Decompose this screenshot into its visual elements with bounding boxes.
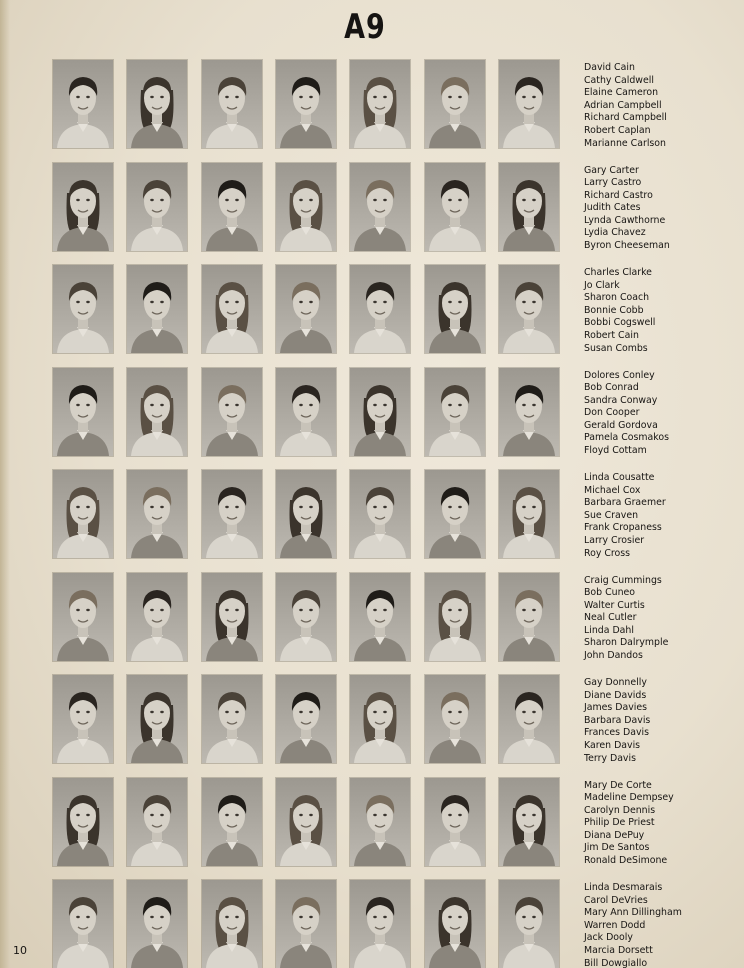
name-list (584, 575, 739, 663)
portrait-icon (202, 60, 262, 148)
student-name: Elaine Cameron (584, 87, 659, 99)
student-photo (202, 265, 262, 353)
student-photo (202, 470, 262, 558)
student-name: Byron Cheeseman (584, 240, 670, 252)
portrait-icon (350, 675, 410, 763)
student-name: Craig Cummings (584, 574, 662, 586)
portrait-icon (499, 675, 559, 763)
student-name: Richard Campbell (584, 112, 667, 124)
student-name: Philip De Priest (584, 817, 655, 829)
name-list (584, 165, 739, 253)
student-name: Bill Dowgiallo (584, 957, 648, 968)
student-name: Pamela Cosmakos (584, 432, 669, 444)
page-number: 10 (13, 944, 27, 957)
student-photo (425, 265, 485, 353)
portrait-icon (276, 60, 336, 148)
student-name: Lydia Chavez (584, 227, 646, 239)
portrait-icon (53, 163, 113, 251)
portrait-icon (499, 470, 559, 558)
portrait-icon (499, 368, 559, 456)
student-photo (276, 368, 336, 456)
portrait-icon (202, 778, 262, 866)
portrait-icon (425, 60, 485, 148)
portrait-icon (276, 675, 336, 763)
student-name: Sharon Dalrymple (584, 637, 669, 649)
student-photo (202, 368, 262, 456)
student-name: Adrian Campbell (584, 99, 662, 111)
student-name: Carolyn Dennis (584, 804, 656, 816)
student-name: Larry Castro (584, 177, 642, 189)
student-name: Larry Crosier (584, 534, 645, 546)
photo-row (0, 778, 744, 881)
student-photo (350, 163, 410, 251)
student-name: Marianne Carlson (584, 137, 666, 149)
portrait-icon (127, 163, 187, 251)
student-name: Bonnie Cobb (584, 304, 644, 316)
portrait-icon (202, 368, 262, 456)
student-photo (425, 470, 485, 558)
photo-row (0, 265, 744, 368)
photo-row (0, 60, 744, 163)
student-rows (0, 60, 744, 968)
student-name: Linda Dahl (584, 624, 634, 636)
student-photo (276, 573, 336, 661)
student-photo (127, 368, 187, 456)
student-photo (53, 470, 113, 558)
student-photo (202, 778, 262, 866)
student-photo (499, 675, 559, 763)
student-photo (53, 675, 113, 763)
portrait-icon (202, 470, 262, 558)
portrait-icon (127, 675, 187, 763)
portrait-icon (350, 573, 410, 661)
student-name: Mary Ann Dillingham (584, 907, 682, 919)
portrait-icon (127, 265, 187, 353)
student-name: Sharon Coach (584, 292, 650, 304)
student-photo (425, 675, 485, 763)
photo-row (0, 880, 744, 968)
student-photo (127, 880, 187, 968)
student-photo (499, 60, 559, 148)
portrait-icon (425, 675, 485, 763)
student-name: Madeline Dempsey (584, 792, 674, 804)
portrait-icon (276, 573, 336, 661)
student-photo (202, 163, 262, 251)
student-photo (127, 573, 187, 661)
student-photo (425, 60, 485, 148)
student-photo (127, 60, 187, 148)
portrait-icon (499, 778, 559, 866)
student-photo (53, 880, 113, 968)
student-name: Roy Cross (584, 547, 631, 559)
student-name: Karen Davis (584, 739, 641, 751)
portrait-icon (276, 778, 336, 866)
student-photo (127, 778, 187, 866)
student-name: Bob Cuneo (584, 587, 636, 599)
student-photo (202, 573, 262, 661)
portrait-icon (350, 368, 410, 456)
student-photo (276, 265, 336, 353)
student-name: John Dandos (584, 650, 643, 662)
student-photo (276, 163, 336, 251)
portrait-icon (350, 778, 410, 866)
student-name: Bobbi Cogswell (584, 317, 656, 329)
student-photo (53, 778, 113, 866)
portrait-icon (202, 675, 262, 763)
class-title: A9 (344, 8, 386, 47)
student-photo (425, 573, 485, 661)
name-list (584, 62, 739, 150)
student-photo (53, 60, 113, 148)
student-photo (425, 778, 485, 866)
student-name: Walter Curtis (584, 599, 645, 611)
portrait-icon (350, 470, 410, 558)
portrait-icon (425, 163, 485, 251)
student-photo (276, 675, 336, 763)
student-photo (499, 880, 559, 968)
student-name: Susan Combs (584, 342, 648, 354)
student-photo (499, 163, 559, 251)
student-photo (53, 265, 113, 353)
student-name: Robert Cain (584, 329, 639, 341)
portrait-icon (425, 573, 485, 661)
student-name: Jack Dooly (584, 932, 633, 944)
portrait-icon (53, 573, 113, 661)
student-photo (350, 265, 410, 353)
portrait-icon (425, 368, 485, 456)
student-name: Lynda Cawthorne (584, 214, 666, 226)
portrait-icon (276, 368, 336, 456)
student-photo (350, 778, 410, 866)
portrait-icon (425, 265, 485, 353)
student-name: Mary De Corte (584, 779, 652, 791)
student-photo (499, 368, 559, 456)
student-photo (276, 778, 336, 866)
student-photo (202, 675, 262, 763)
portrait-icon (276, 265, 336, 353)
student-photo (350, 60, 410, 148)
student-photo (127, 675, 187, 763)
student-name: Floyd Cottam (584, 445, 647, 457)
portrait-icon (202, 163, 262, 251)
student-name: Sandra Conway (584, 394, 658, 406)
student-name: Carol DeVries (584, 894, 648, 906)
student-photo (499, 778, 559, 866)
name-list (584, 472, 739, 560)
student-photo (350, 368, 410, 456)
portrait-icon (127, 60, 187, 148)
student-name: David Cain (584, 62, 635, 73)
student-photo (425, 163, 485, 251)
student-name: Gary Carter (584, 164, 639, 176)
student-name: Jo Clark (584, 279, 620, 291)
student-name: James Davies (584, 702, 648, 714)
student-name: Barbara Davis (584, 714, 651, 726)
portrait-icon (499, 163, 559, 251)
student-name: Linda Desmarais (584, 882, 663, 893)
student-photo (127, 163, 187, 251)
name-list (584, 780, 739, 868)
student-photo (276, 470, 336, 558)
portrait-icon (127, 573, 187, 661)
student-photo (350, 573, 410, 661)
name-list (584, 882, 739, 968)
student-name: Michael Cox (584, 484, 641, 496)
student-photo (53, 368, 113, 456)
student-name: Charles Clarke (584, 267, 652, 278)
portrait-icon (350, 60, 410, 148)
photo-row (0, 163, 744, 266)
portrait-icon (202, 573, 262, 661)
photo-row (0, 470, 744, 573)
student-photo (127, 470, 187, 558)
student-photo (202, 880, 262, 968)
portrait-icon (276, 470, 336, 558)
portrait-icon (53, 880, 113, 968)
portrait-icon (202, 265, 262, 353)
portrait-icon (127, 470, 187, 558)
student-name: Barbara Graemer (584, 497, 666, 509)
student-photo (425, 368, 485, 456)
portrait-icon (425, 470, 485, 558)
portrait-icon (53, 675, 113, 763)
student-name: Warren Dodd (584, 919, 646, 931)
portrait-icon (350, 880, 410, 968)
student-name: Diane Davids (584, 689, 647, 701)
portrait-icon (53, 470, 113, 558)
student-name: Linda Cousatte (584, 472, 655, 483)
portrait-icon (499, 60, 559, 148)
student-photo (276, 880, 336, 968)
student-name: Ronald DeSimone (584, 855, 668, 867)
student-photo (53, 163, 113, 251)
student-photo (53, 573, 113, 661)
student-name: Gay Donnelly (584, 677, 647, 688)
portrait-icon (350, 163, 410, 251)
name-list (584, 267, 739, 355)
student-photo (350, 470, 410, 558)
student-photo (276, 60, 336, 148)
portrait-icon (53, 265, 113, 353)
portrait-icon (499, 573, 559, 661)
portrait-icon (202, 880, 262, 968)
portrait-icon (127, 880, 187, 968)
photo-row (0, 573, 744, 676)
portrait-icon (350, 265, 410, 353)
portrait-icon (53, 60, 113, 148)
student-name: Robert Caplan (584, 124, 651, 136)
student-photo (425, 880, 485, 968)
student-photo (499, 265, 559, 353)
student-name: Marcia Dorsett (584, 944, 653, 956)
photo-row (0, 368, 744, 471)
portrait-icon (276, 163, 336, 251)
student-name: Neal Cutler (584, 612, 637, 624)
student-name: Cathy Caldwell (584, 74, 654, 86)
student-name: Gerald Gordova (584, 419, 658, 431)
student-name: Bob Conrad (584, 382, 639, 394)
student-name: Richard Castro (584, 189, 653, 201)
student-name: Frank Cropaness (584, 522, 662, 534)
portrait-icon (499, 265, 559, 353)
student-photo (350, 675, 410, 763)
student-photo (499, 470, 559, 558)
portrait-icon (276, 880, 336, 968)
student-name: Dolores Conley (584, 369, 655, 381)
student-name: Judith Cates (584, 202, 641, 214)
student-name: Don Cooper (584, 407, 640, 419)
name-list (584, 370, 739, 458)
student-name: Frances Davis (584, 727, 650, 739)
student-photo (202, 60, 262, 148)
photo-row (0, 675, 744, 778)
portrait-icon (127, 368, 187, 456)
portrait-icon (53, 368, 113, 456)
student-name: Diana DePuy (584, 829, 645, 841)
portrait-icon (127, 778, 187, 866)
portrait-icon (425, 880, 485, 968)
name-list (584, 677, 739, 765)
portrait-icon (425, 778, 485, 866)
student-name: Terry Davis (584, 752, 636, 764)
portrait-icon (53, 778, 113, 866)
student-photo (499, 573, 559, 661)
student-photo (350, 880, 410, 968)
student-name: Jim De Santos (584, 842, 650, 854)
student-name: Sue Craven (584, 509, 639, 521)
portrait-icon (499, 880, 559, 968)
student-photo (127, 265, 187, 353)
